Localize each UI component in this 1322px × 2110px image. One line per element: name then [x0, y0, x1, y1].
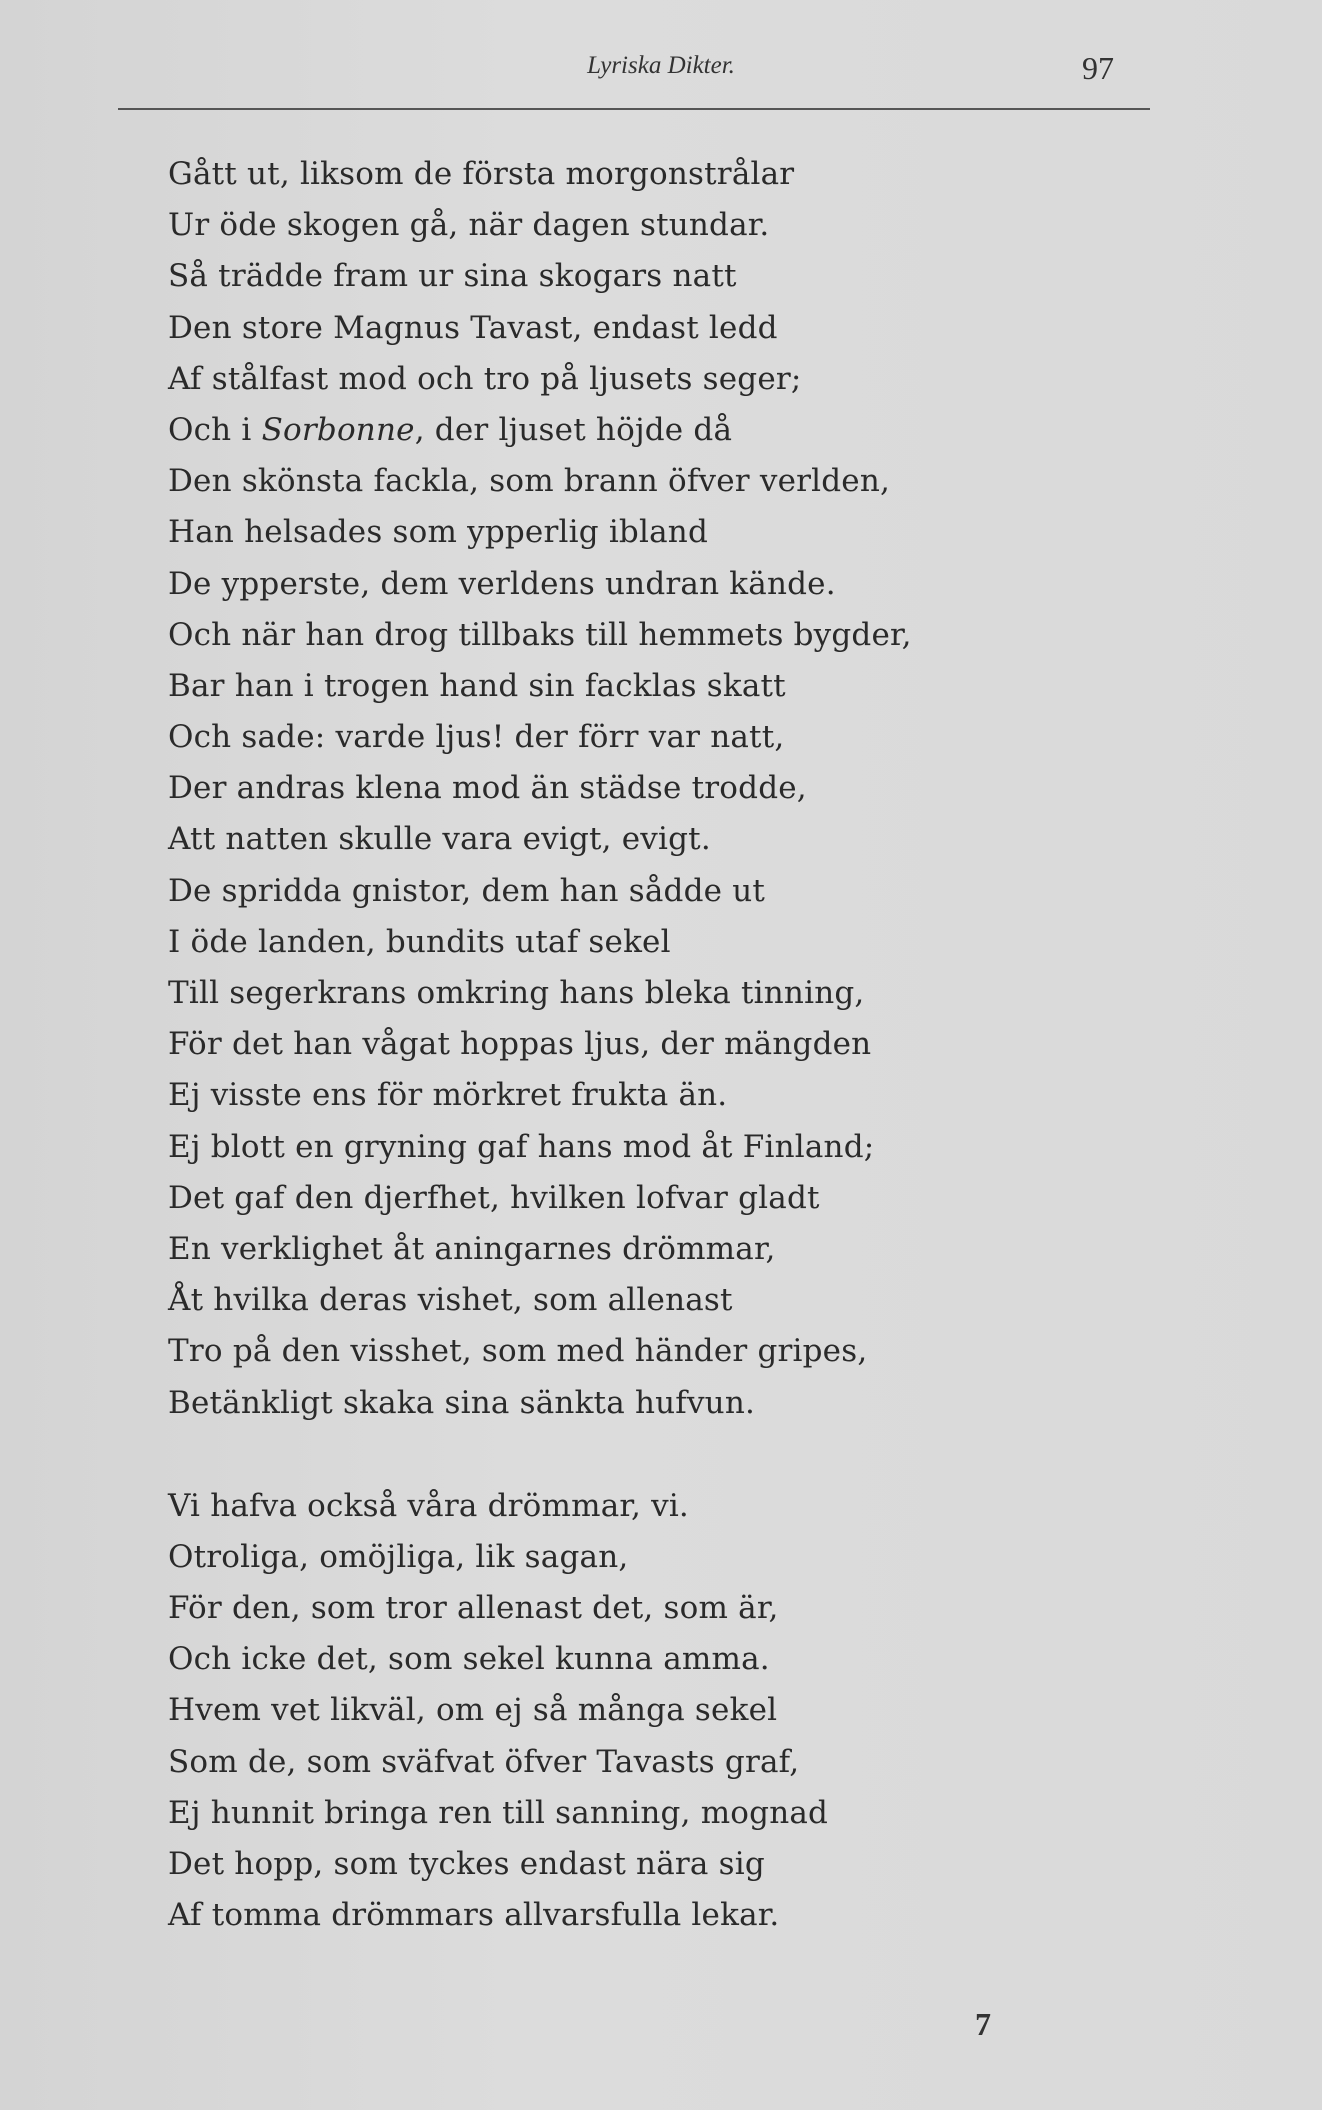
poem-line: Bar han i trogen hand sin facklas skatt [168, 667, 786, 704]
page-number: 97 [1082, 50, 1114, 86]
poem-line-end: , der ljuset höjde då [414, 411, 733, 448]
poem-line: Af stålfast mod och tro på ljusets seger; [168, 360, 802, 397]
poem-line: Tro på den visshet, som med händer gripes, [168, 1333, 868, 1370]
poem-line: Som de, som sväfvat öfver Tavasts graf, [168, 1743, 800, 1780]
poem-line: Ur öde skogen gå, när dagen stundar. [168, 207, 770, 244]
poem-line: Och när han drog tillbaks till hemmets bygder, [168, 616, 912, 653]
poem-line: Ej visste ens för mörkret frukta än. [168, 1077, 728, 1114]
poem-line: Der andras klena mod än städse trodde, [168, 770, 807, 807]
poem-line: Och icke det, som sekel kunna amma. [168, 1641, 770, 1678]
poem-line: Det gaf den djerfhet, hvilken lofvar gladt [168, 1179, 820, 1216]
poem-line: De ypperste, dem verldens undran kände. [168, 565, 836, 602]
italic-word-sorbonne: Sorbonne [261, 411, 415, 448]
poem-line: Så trädde fram ur sina skogars natt [168, 258, 737, 295]
running-header-title: Lyriska Dikter. [587, 52, 735, 79]
poem-line: Vi hafva också våra drömmar, vi. [168, 1487, 689, 1524]
poem-line: Den skönsta fackla, som brann öfver verlden, [168, 463, 891, 500]
poem-line: I öde landen, bundits utaf sekel [168, 923, 671, 960]
poem-line: Att natten skulle vara evigt, evigt. [168, 821, 711, 858]
header-rule [118, 108, 1150, 110]
poem-line: Den store Magnus Tavast, endast ledd [168, 309, 778, 346]
poem-line: Otroliga, omöjliga, lik sagan, [168, 1538, 629, 1575]
poem-line: Betänkligt skaka sina sänkta hufvun. [168, 1384, 756, 1421]
poem-line: En verklighet åt aningarnes drömmar, [168, 1230, 776, 1267]
poem-line: De spridda gnistor, dem han sådde ut [168, 872, 766, 909]
poem-line: Ej blott en gryning gaf hans mod åt Finland; [168, 1128, 875, 1165]
poem-line-start: Och i [168, 411, 262, 448]
poem-line: Ej hunnit bringa ren till sanning, mognad [168, 1794, 829, 1831]
poem-line: För det han vågat hoppas ljus, der mängden [168, 1026, 872, 1063]
poem-line: Och sade: varde ljus! der förr var natt, [168, 719, 785, 756]
poem-text [168, 149, 1168, 1941]
poem-line [168, 405, 1168, 456]
poem-line: Han helsades som ypperlig ibland [168, 514, 708, 551]
poem-line: Det hopp, som tyckes endast nära sig [168, 1846, 765, 1882]
poem-line: Hvem vet likväl, om ej så många sekel [168, 1692, 778, 1729]
stanza-break [168, 1429, 1168, 1481]
poem-line: Åt hvilka deras vishet, som allenast [168, 1282, 733, 1319]
poem-line: För den, som tror allenast det, som är, [168, 1590, 779, 1627]
poem-line: Gått ut, liksom de första morgonstrålar [168, 156, 795, 192]
poem-line: Af tomma drömmars allvarsfulla lekar. [168, 1897, 780, 1934]
signature-mark: 7 [975, 2006, 991, 2042]
poem-line: Till segerkrans omkring hans bleka tinning, [168, 975, 865, 1011]
